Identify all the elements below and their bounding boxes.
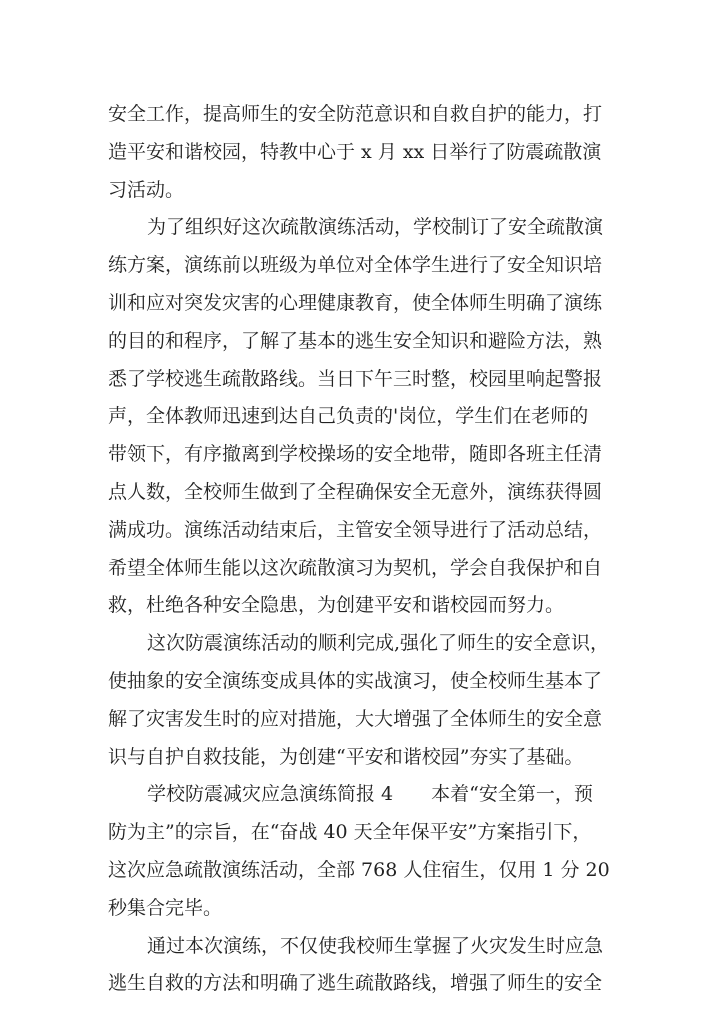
text-line: 逃生自救的方法和明确了逃生疏散路线，增强了师生的安全 [108,972,603,995]
text-line: 声，全体教师迅速到达自己负责的'岗位，学生们在老师的 [108,405,589,428]
text-line: 满成功。演练活动结束后，主管安全领导进行了活动总结， [108,518,603,541]
text-line: 悉了学校逃生疏散路线。当日下午三时整，校园里响起警报 [108,367,603,390]
text-line: 救，杜绝各种安全隐患，为创建平安和谐校园而努力。 [108,594,565,617]
text-line: 训和应对突发灾害的心理健康教育，使全体师生明确了演练 [108,291,603,314]
document-body [108,96,620,1003]
text-line: 点人数，全校师生做到了全程确保安全无意外，演练获得圆 [108,480,603,503]
text-line: 安全工作，提高师生的安全防范意识和自救自护的能力，打 [108,103,603,125]
text-line: 解了灾害发生时的应对措施，大大增强了全体师生的安全意 [108,707,603,730]
text-line: 识与自护自救技能，为创建“平安和谐校园”夯实了基础。 [108,745,584,768]
text-line: 练方案，演练前以班级为单位对全体学生进行了安全知识培 [108,254,603,277]
paragraph-start-line: 通过本次演练，不仅使我校师生掌握了火灾发生时应急 [147,934,604,957]
text-line: 防为主”的宗旨，在“奋战 40 天全年保平安”方案指引下， [108,821,592,844]
text-line: 希望全体师生能以这次疏散演习为契机，学会自我保护和自 [108,556,603,579]
paragraph-start-line: 学校防震减灾应急演练简报 4 本着“安全第一，预 [147,783,593,806]
text-line: 这次应急疏散演练活动，全部 768 人住宿生，仅用 1 分 20 [108,858,610,881]
text-line: 的目的和程序，了解了基本的逃生安全知识和避险方法，熟 [108,329,603,352]
paragraph-start-line: 这次防震演练活动的顺利完成,强化了师生的安全意识， [147,632,610,655]
text-line: 造平安和谐校园，特教中心于 x 月 xx 日举行了防震疏散演 [108,140,602,163]
paragraph-start-line: 为了组织好这次疏散演练活动，学校制订了安全疏散演 [147,216,604,239]
text-line: 秒集合完毕。 [108,896,223,919]
text-line: 习活动。 [108,178,185,201]
text-line: 使抽象的安全演练变成具体的实战演习，使全校师生基本了 [108,669,603,692]
text-line: 带领下，有序撤离到学校操场的安全地带，随即各班主任清 [108,443,603,466]
